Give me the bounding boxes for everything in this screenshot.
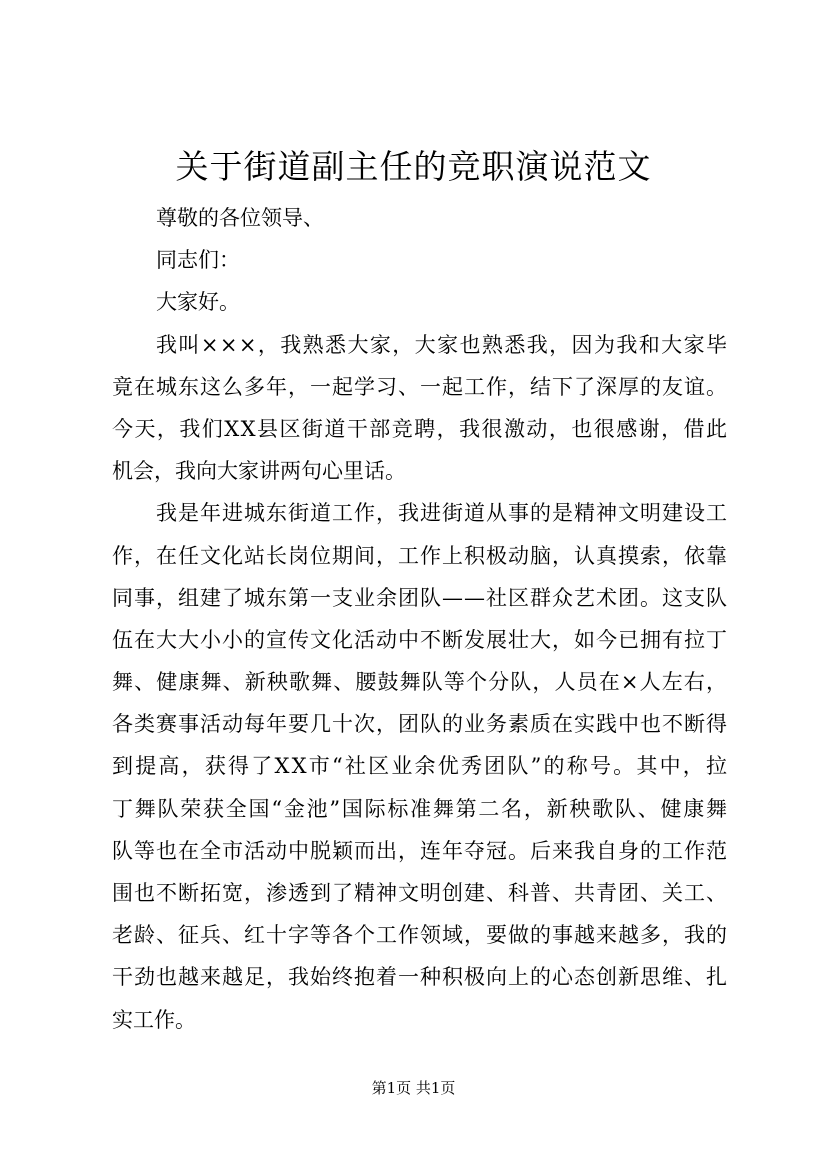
paragraph-line: 伍在大大小小的宣传文化活动中不断发展壮大，如今已拥有拉丁	[112, 627, 728, 652]
paragraph-line: 我是年进城东街道工作，我进街道从事的是精神文明建设工	[156, 501, 728, 526]
page-footer: 第1页 共1页	[371, 1079, 456, 1097]
paragraph-line: 作，在任文化站长岗位期间，工作上积极动脑，认真摸索，依靠	[112, 543, 728, 568]
paragraph-line: 队等也在全市活动中脱颖而出，连年夺冠。后来我自身的工作范	[112, 838, 728, 863]
paragraph-line: 老龄、征兵、红十字等各个工作领域，要做的事越来越多，我的	[112, 923, 728, 948]
paragraph-line: 同事，组建了城东第一支业余团队——社区群众艺术团。这支队	[112, 585, 728, 610]
paragraph-line: 围也不断拓宽，渗透到了精神文明创建、科普、共青团、关工、	[112, 881, 728, 905]
page-title: 关于街道副主任的竞职演说范文	[175, 147, 652, 186]
paragraph-line: 各类赛事活动每年要几十次，团队的业务素质在实践中也不断得	[112, 712, 728, 737]
paragraph-line: 同志们：	[156, 248, 240, 273]
paragraph-line: 机会，我向大家讲两句心里话。	[112, 459, 406, 484]
paragraph-line: 干劲也越来越足，我始终抱着一种积极向上的心态创新思维、扎	[112, 965, 728, 990]
paragraph-line: 到提高，获得了XX市“社区业余优秀团队”的称号。其中，拉	[112, 754, 730, 779]
paragraph-line: 丁舞队荣获全国“金池”国际标准舞第二名，新秧歌队、健康舞	[112, 796, 729, 821]
paragraph-line: 今天，我们XX县区街道干部竞聘，我很激动，也很感谢，借此	[112, 416, 729, 441]
document-body	[112, 197, 730, 1041]
paragraph-line: 竟在城东这么多年，一起学习、一起工作，结下了深厚的友谊。	[112, 374, 728, 399]
paragraph-line: 尊敬的各位领导、	[156, 206, 324, 230]
paragraph-line: 舞、健康舞、新秧歌舞、腰鼓舞队等个分队，人员在×人左右，	[112, 670, 729, 695]
paragraph-line: 大家好。	[156, 290, 240, 315]
paragraph-line: 实工作。	[112, 1007, 196, 1032]
paragraph-line: 我叫×××，我熟悉大家，大家也熟悉我，因为我和大家毕	[156, 332, 729, 357]
